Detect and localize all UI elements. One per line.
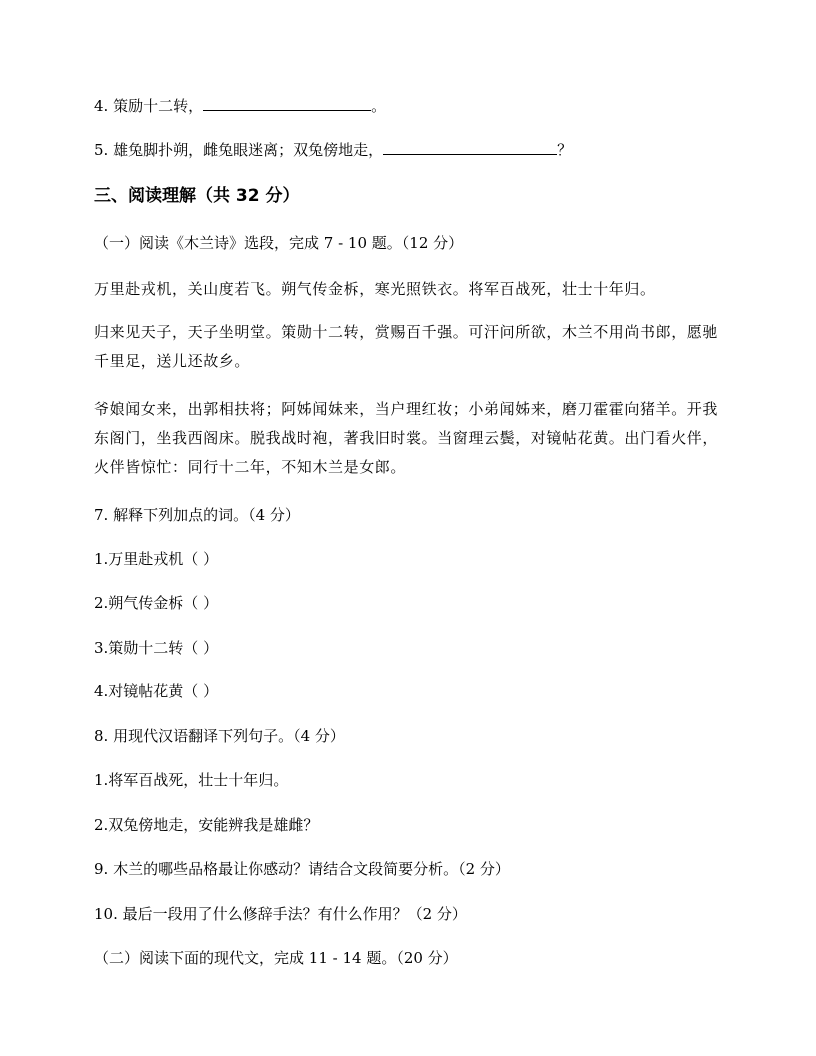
- passage-paragraph: 爷娘闻女来，出郭相扶将；阿姊闻妹来，当户理红妆；小弟闻姊来，磨刀霍霍向猪羊。开我东阁门，坐我西阁床。脱我战时袍，著我旧时裳。当窗理云鬓，对镜帖花黄。出门看火伴，火伴皆惊忙：同行十二年，不知木兰是女郎。: [94, 400, 719, 476]
- question-10: 10. 最后一段用了什么修辞手法？有什么作用？（2 分）: [94, 905, 467, 923]
- passage-paragraph: 归来见天子，天子坐明堂。策勋十二转，赏赐百千强。可汗问所欲，木兰不用尚书郎，愿驰千里足，送儿还故乡。: [94, 323, 719, 370]
- question-5-suffix: ？: [557, 141, 573, 159]
- answer-blank[interactable]: [383, 138, 557, 155]
- part-1-intro: （一）阅读《木兰诗》选段，完成 7 - 10 题。（12 分）: [94, 234, 464, 252]
- question-8-stem: 8. 用现代汉语翻译下列句子。（4 分）: [94, 727, 345, 745]
- section-heading: 三、阅读理解（共 32 分）: [94, 186, 300, 206]
- question-7-item: 2.朔气传金柝（ ）: [94, 594, 219, 612]
- part-2-intro: （二）阅读下面的现代文，完成 11 - 14 题。（20 分）: [94, 949, 458, 967]
- question-9: 9. 木兰的哪些品格最让你感动？请结合文段简要分析。（2 分）: [94, 860, 510, 878]
- question-4-suffix: 。: [371, 97, 387, 115]
- question-8-item: 1.将军百战死，壮士十年归。: [94, 771, 289, 789]
- question-7-item: 3.策勋十二转（ ）: [94, 639, 219, 657]
- question-7-item: 4.对镜帖花黄（ ）: [94, 682, 219, 700]
- question-5: [94, 136, 724, 165]
- question-7-stem: 7. 解释下列加点的词。（4 分）: [94, 506, 300, 524]
- question-8-item: 2.双兔傍地走，安能辨我是雄雌？: [94, 816, 319, 834]
- question-7-item: 1.万里赴戎机（ ）: [94, 550, 219, 568]
- question-4: [94, 92, 724, 121]
- answer-blank[interactable]: [203, 94, 371, 111]
- question-4-prefix: 4. 策励十二转，: [94, 97, 204, 115]
- question-5-prefix: 5. 雄兔脚扑朔，雌兔眼迷离；双兔傍地走，: [94, 141, 384, 159]
- passage-paragraph: 万里赴戎机，关山度若飞。朔气传金柝，寒光照铁衣。将军百战死，壮士十年归。: [94, 280, 656, 298]
